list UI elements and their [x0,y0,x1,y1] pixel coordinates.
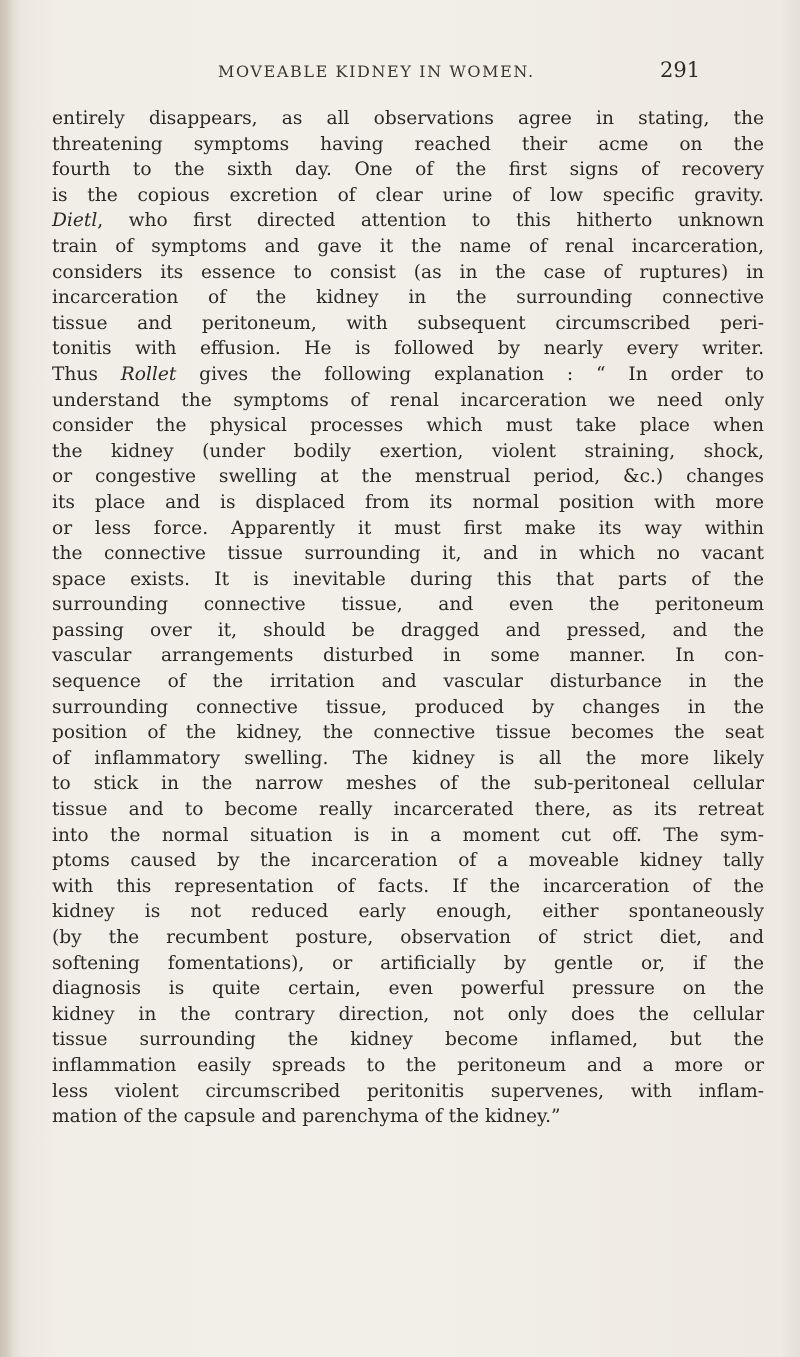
text-line: Dietl, who first directed attention to this hitherto unknown [52,210,764,232]
body-text [52,106,764,1130]
text-line: position of the kidney, the connective tissue becomes the seat [52,722,764,744]
text-line: (by the recumbent posture, observation of strict diet, and [52,927,764,948]
text-line: to stick in the narrow meshes of the sub-peritoneal cellular [52,773,764,795]
text-line: is the copious excretion of clear urine of low specific gravity. [52,184,764,206]
text-line: mation of the capsule and parenchyma of the kidney.” [52,1106,561,1128]
text-line: less violent circumscribed peritonitis supervenes, with inflam- [52,1080,764,1102]
page-number: 291 [660,58,701,82]
page-gutter-shadow [0,0,14,1357]
text-line: considers its essence to consist (as in the case of ruptures) in [52,261,764,283]
text-line: incarceration of the kidney in the surrounding connective [52,287,764,309]
text-line: softening fomentations), or artificially by gentle or, if the [52,952,764,974]
text-line: diagnosis is quite certain, even powerful pressure on the [52,978,764,1000]
text-line: space exists. It is inevitable during this that parts of the [52,568,764,590]
text-line: tissue and peritoneum, with subsequent circumscribed peri- [52,312,764,334]
text-line: understand the symptoms of renal incarceration we need only [52,389,764,411]
text-line: threatening symptoms having reached their acme on the [52,133,764,155]
text-line: its place and is displaced from its normal position with more [52,491,764,513]
text-line: vascular arrangements disturbed in some manner. In con- [52,645,764,667]
text-line: or congestive swelling at the menstrual period, &c.) changes [52,466,764,488]
text-line: entirely disappears, as all observations agree in stating, the [52,108,764,129]
running-head: MOVEABLE KIDNEY IN WOMEN. [218,62,535,81]
text-line: tissue surrounding the kidney become inflamed, but the [52,1029,764,1051]
text-line: surrounding connective tissue, and even the peritoneum [52,594,764,616]
text-line: of inflammatory swelling. The kidney is all the more likely [52,747,764,769]
text-line: or less force. Apparently it must first make its way within [52,517,764,539]
text-line: with this representation of facts. If the incarceration of the [52,875,764,897]
text-line: tonitis with effusion. He is followed by nearly every writer. [52,338,764,360]
text-line: kidney is not reduced early enough, either spontaneously [52,901,764,923]
text-line: surrounding connective tissue, produced by changes in the [52,696,764,718]
text-line: into the normal situation is in a moment cut off. The sym- [52,824,764,846]
text-line: consider the physical processes which must take place when [52,415,764,437]
text-line: the kidney (under bodily exertion, violent straining, shock, [52,440,764,462]
text-line: fourth to the sixth day. One of the first signs of recovery [52,159,764,181]
text-line: the connective tissue surrounding it, and in which no vacant [52,543,764,565]
italic-name: Rollet [120,363,177,385]
text-line: inflammation easily spreads to the peritoneum and a more or [52,1054,764,1076]
text-line: sequence of the irritation and vascular disturbance in the [52,671,764,693]
text-line: tissue and to become really incarcerated there, as its retreat [52,799,764,821]
text-line: kidney in the contrary direction, not only does the cellular [52,1003,764,1025]
italic-name: Dietl [52,210,98,232]
text-line: Thus Rollet gives the following explanation : “ In order to [52,363,764,385]
page-header [0,58,800,90]
text-line: train of symptoms and gave it the name of renal incarceration, [52,235,764,257]
text-line: passing over it, should be dragged and pressed, and the [52,619,764,641]
text-line: ptoms caused by the incarceration of a moveable kidney tally [52,850,764,872]
